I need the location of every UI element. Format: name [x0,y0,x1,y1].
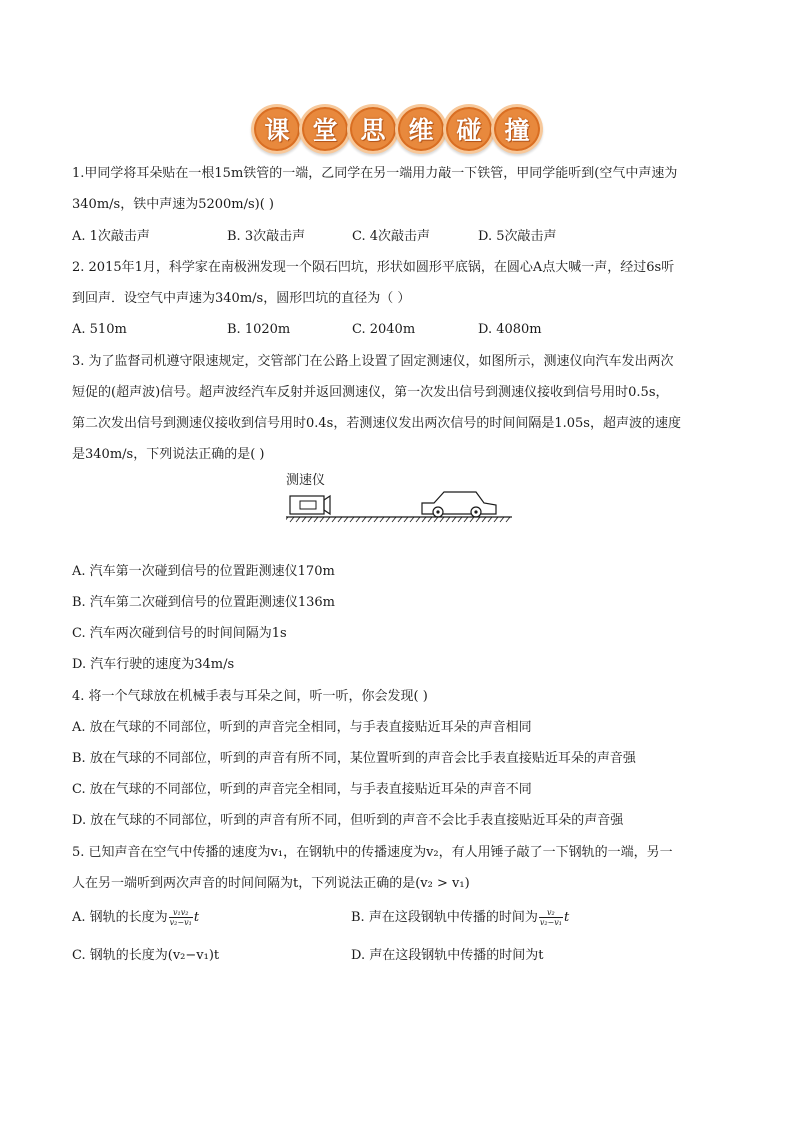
title-char: 维 [408,116,434,145]
title-char: 碰 [456,116,482,145]
title-char: 堂 [312,116,338,145]
q3-stem-line3: 第二次发出信号到测速仪接收到信号用时0.4s，若测速仪发出两次信号的时间间隔是1.05s，超声波的速度 [72,416,681,431]
road-ground [286,517,512,522]
q3-option-d[interactable]: D. 汽车行驶的速度为34m/s [72,657,235,672]
ground-hatch-mark [356,517,360,522]
ground-hatch-mark [470,517,474,522]
ground-hatch-mark [392,517,396,522]
ground-hatch-mark [404,517,408,522]
q2-option-d[interactable]: D. 4080m [478,322,542,337]
fraction-denominator: v₂−v₁ [539,918,562,927]
q2-option-c[interactable]: C. 2040m [352,322,416,337]
q1-stem-line2: 340m/s，铁中声速为5200m/s)( ) [72,197,275,212]
ground-hatch-mark [494,517,498,522]
ground-hatch-mark [488,517,492,522]
ground-hatch-mark [380,517,384,522]
ground-hatch-mark [422,517,426,522]
ground-hatch-mark [476,517,480,522]
q2-stem-line2: 到回声．设空气中声速为340m/s，圆形凹坑的直径为（ ） [72,291,411,306]
q3-option-a[interactable]: A. 汽车第一次碰到信号的位置距测速仪170m [72,564,335,579]
q5-option-d[interactable]: D. 声在这段钢轨中传播的时间为t [351,948,544,963]
q3-stem-line2: 短促的(超声波)信号。超声波经汽车反射并返回测速仪，第一次发出信号到测速仪接收到信号用时0.5s， [72,385,669,400]
ground-hatch-mark [440,517,444,522]
q5-option-b[interactable] [351,908,569,927]
title-char: 撞 [504,116,530,145]
title-badge [251,104,303,154]
ground-hatch-mark [506,517,510,522]
ground-hatch-mark [338,517,342,522]
fraction-denominator: v₂−v₁ [169,918,192,927]
ground-hatch-mark [314,517,318,522]
q1-option-b[interactable]: B. 3次敲击声 [227,229,306,244]
title-char: 思 [360,116,386,145]
q4-option-d[interactable]: D. 放在气球的不同部位，听到的声音有所不同，但听到的声音不会比手表直接贴近耳朵的声音强 [72,813,624,828]
q4-option-a[interactable]: A. 放在气球的不同部位，听到的声音完全相同，与手表直接贴近耳朵的声音相同 [72,720,532,735]
q5-option-c[interactable]: C. 钢轨的长度为(v₂−v₁)t [72,948,220,963]
ground-hatch-mark [374,517,378,522]
ground-hatch-mark [482,517,486,522]
ground-hatch-mark [410,517,414,522]
title-badge [347,104,399,154]
title-char: 课 [264,116,290,145]
q3-option-b[interactable]: B. 汽车第二次碰到信号的位置距测速仪136m [72,595,335,610]
q5-stem-line2: 人在另一端听到两次声音的时间间隔为t，下列说法正确的是(v₂ > v₁) [72,876,470,891]
q3-stem-line4: 是340m/s，下列说法正确的是( ) [72,447,265,462]
q2-stem-line1: 2. 2015年1月，科学家在南极洲发现一个陨石凹坑，形状如圆形平底锅，在圆心A点大喊一声，经过6s听 [72,260,675,275]
q2-option-a[interactable]: A. 510m [72,322,127,337]
q5-option-a[interactable] [72,908,199,927]
q3-stem-line1: 3. 为了监督司机遵守限速规定，交管部门在公路上设置了固定测速仪，如图所示，测速仪向汽车发出两次 [72,354,674,369]
fraction-numerator: v₁v₂ [169,908,193,918]
ground-hatch-mark [458,517,462,522]
q1-option-a[interactable]: A. 1次敲击声 [72,229,150,244]
title-banner [0,104,794,154]
q4-option-c[interactable]: C. 放在气球的不同部位，听到的声音完全相同，与手表直接贴近耳朵的声音不同 [72,782,532,797]
q3-option-c[interactable]: C. 汽车两次碰到信号的时间间隔为1s [72,626,287,641]
q2-option-b[interactable]: B. 1020m [227,322,291,337]
ground-hatch-mark [302,517,306,522]
ground-hatch-mark [290,517,294,522]
speed-camera-icon [290,496,330,514]
title-badge [299,104,351,154]
ground-hatch-mark [326,517,330,522]
title-badge [491,104,543,154]
title-badge [395,104,447,154]
ground-hatch-mark [464,517,468,522]
ground-hatch-mark [368,517,372,522]
q5-option-a-suffix: t [193,910,200,925]
q4-stem: 4. 将一个气球放在机械手表与耳朵之间，听一听，你会发现( ) [72,689,428,704]
q1-stem-line1: 1.甲同学将耳朵贴在一根15m铁管的一端，乙同学在另一端用力敲一下铁管，甲同学能听到(空气中声速为 [72,166,678,181]
q5-option-a-prefix: A. 钢轨的长度为 [72,910,168,925]
ground-hatch-mark [398,517,402,522]
ground-hatch-mark [320,517,324,522]
q5-option-b-suffix: t [563,910,570,925]
ground-hatch-mark [362,517,366,522]
q1-option-c[interactable]: C. 4次敲击声 [352,229,431,244]
car-icon [422,492,496,517]
ground-hatch-mark [434,517,438,522]
q1-option-d[interactable]: D. 5次敲击声 [478,229,557,244]
q5-option-a-fraction [169,908,193,927]
figure-label: 测速仪 [286,473,326,488]
q4-option-b[interactable]: B. 放在气球的不同部位，听到的声音有所不同，某位置听到的声音会比手表直接贴近耳朵的声音强 [72,751,636,766]
ground-hatch-mark [332,517,336,522]
ground-hatch-mark [350,517,354,522]
ground-hatch-mark [296,517,300,522]
q5-stem-line1: 5. 已知声音在空气中传播的速度为v₁，在钢轨中的传播速度为v₂，有人用锤子敲了一下钢轨的一端，另一 [72,845,673,860]
q5-option-b-fraction [539,908,563,927]
ground-hatch-mark [416,517,420,522]
ground-hatch-mark [386,517,390,522]
speed-camera-figure [286,470,516,530]
speed-camera-diagram [286,470,516,530]
ground-hatch-mark [344,517,348,522]
fraction-numerator: v₂ [539,908,563,918]
ground-hatch-mark [446,517,450,522]
ground-hatch-mark [500,517,504,522]
ground-hatch-mark [452,517,456,522]
ground-hatch-mark [308,517,312,522]
title-badge [443,104,495,154]
ground-hatch-mark [428,517,432,522]
q5-option-b-prefix: B. 声在这段钢轨中传播的时间为 [351,910,538,925]
ground-hatch-mark [286,517,288,522]
